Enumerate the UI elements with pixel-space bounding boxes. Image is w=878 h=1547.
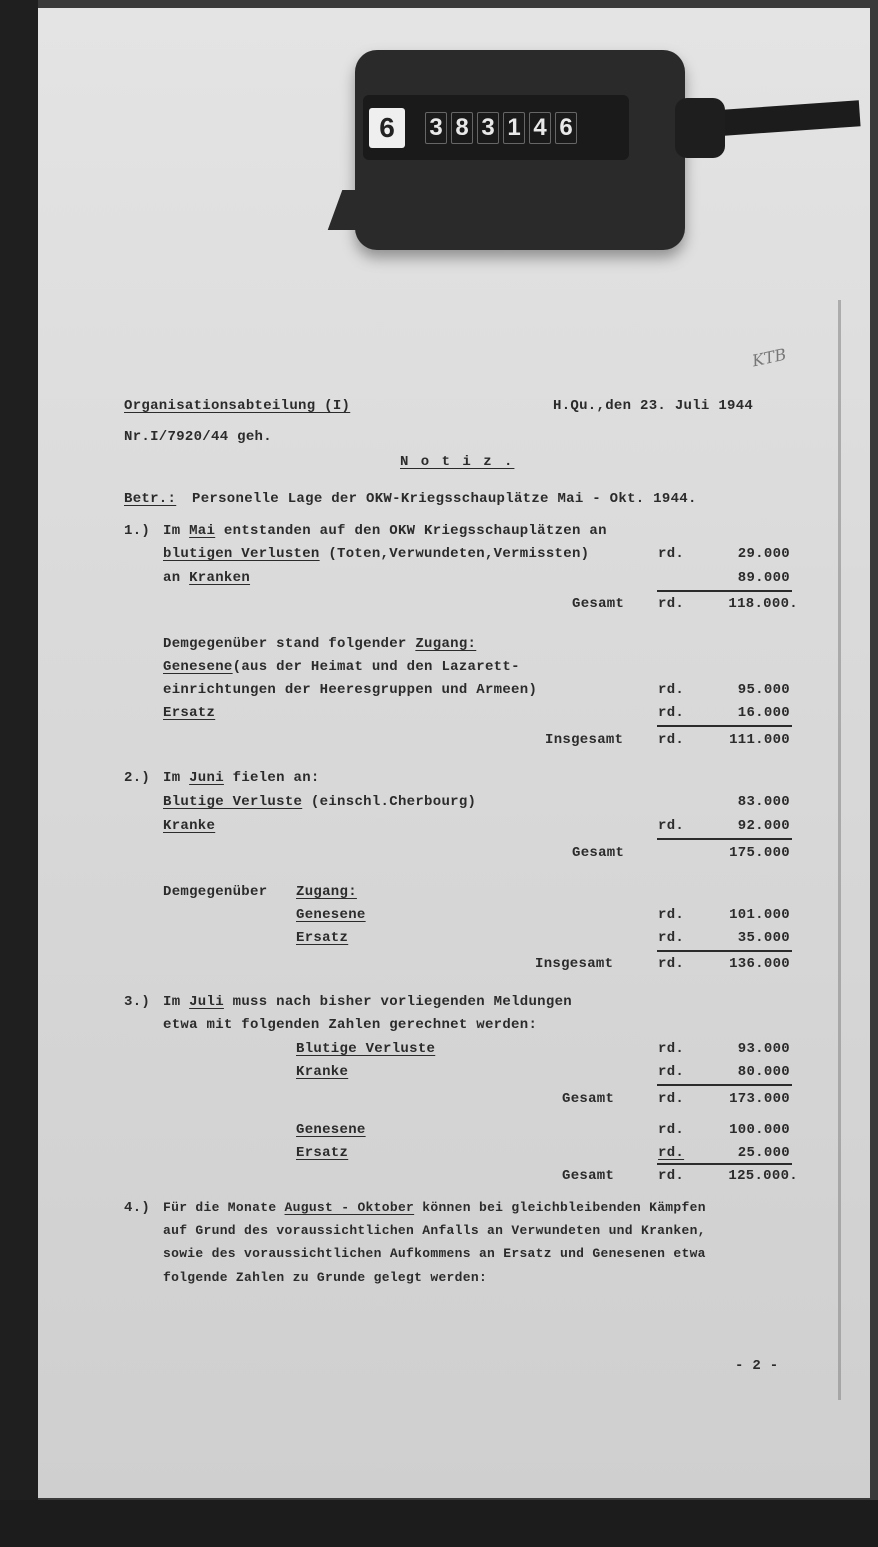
section3-number: 3.) [124, 994, 151, 1010]
counter-digit: 4 [529, 112, 551, 144]
section3-sick-value: 80.000 [737, 1064, 790, 1080]
section2-offset-label: Demgegenüber [163, 884, 268, 900]
section1-line1: Im Mai entstanden auf den OKW Kriegsschauplätzen an [163, 523, 607, 539]
section3-total2-rd: rd. [658, 1168, 685, 1184]
section1-sick-line: an Kranken [163, 570, 251, 586]
sum-rule [657, 1163, 792, 1165]
section2-replacement-value: 35.000 [737, 930, 790, 946]
sum-rule [657, 1084, 792, 1086]
section2-replacement-rd: rd. [658, 930, 685, 946]
section2-line1: Im Juni fielen an: [163, 770, 320, 786]
section1-replacement-value: 16.000 [737, 705, 790, 721]
sum-rule [657, 950, 792, 952]
section2-total-label: Gesamt [572, 845, 625, 861]
section3-losses-label: Blutige Verluste [296, 1041, 436, 1057]
counter-digit: 1 [503, 112, 525, 144]
section4-line2: auf Grund des voraussichtlichen Anfalls an Verwundeten und Kranken, [163, 1223, 706, 1238]
section1-total-value: 118.000. [728, 596, 798, 612]
page-continuation: - 2 - [735, 1358, 779, 1374]
page-title: N o t i z . [400, 454, 515, 470]
section2-grand-value: 136.000 [729, 956, 790, 972]
section3-replacement-rd: rd. [658, 1145, 685, 1161]
section1-replacement-label: Ersatz [163, 705, 216, 721]
subject-text: Personelle Lage der OKW-Kriegsschauplätze Mai - Okt. 1944. [192, 491, 697, 507]
counter-prefix: 6 [369, 108, 405, 148]
section1-offset-line: Demgegenüber stand folgender Zugang: [163, 636, 477, 652]
counter-digit: 3 [425, 112, 447, 144]
section2-sick-label: Kranke [163, 818, 216, 834]
section3-total-rd: rd. [658, 1091, 685, 1107]
section1-recovered-note2: einrichtungen der Heeresgruppen und Armeen) [163, 682, 538, 698]
section2-recovered-label: Genesene [296, 907, 366, 923]
section3-sick-rd: rd. [658, 1064, 685, 1080]
section1-grand-rd: rd. [658, 732, 685, 748]
counter-digit: 3 [477, 112, 499, 144]
section2-replacement-label: Ersatz [296, 930, 349, 946]
section1-sick-value: 89.000 [737, 570, 790, 586]
section1-losses-line: blutigen Verlusten (Toten,Verwundeten,Vermissten) [163, 546, 590, 562]
section3-total2-value: 125.000. [728, 1168, 798, 1184]
section2-grand-rd: rd. [658, 956, 685, 972]
counter-digit: 8 [451, 112, 473, 144]
section1-grand-value: 111.000 [729, 732, 790, 748]
section4-line3: sowie des voraussichtlichen Aufkommens an Ersatz und Genesenen etwa [163, 1246, 706, 1261]
section2-sick-value: 92.000 [737, 818, 790, 834]
section3-replacement-label: Ersatz [296, 1145, 349, 1161]
section4-number: 4.) [124, 1200, 151, 1216]
section1-replacement-rd: rd. [658, 705, 685, 721]
section3-recovered-value: 100.000 [729, 1122, 790, 1138]
subject-label: Betr.: [124, 491, 177, 507]
sum-rule [657, 838, 792, 840]
department-label: Organisationsabteilung (I) [124, 398, 351, 414]
section1-total-rd: rd. [658, 596, 685, 612]
section2-number: 2.) [124, 770, 151, 786]
section2-recovered-rd: rd. [658, 907, 685, 923]
section2-sick-rd: rd. [658, 818, 685, 834]
section4-line1: Für die Monate August - Oktober können bei gleichbleibenden Kämpfen [163, 1200, 706, 1215]
section2-total-value: 175.000 [729, 845, 790, 861]
section3-losses-value: 93.000 [737, 1041, 790, 1057]
ktb-stamp: KTB [750, 344, 788, 371]
sum-rule [657, 590, 792, 592]
section1-recovered-line: Genesene(aus der Heimat und den Lazarett- [163, 659, 520, 675]
section4-line4: folgende Zahlen zu Grunde gelegt werden: [163, 1270, 488, 1285]
section1-grand-label: Insgesamt [545, 732, 624, 748]
section3-line1: Im Juli muss nach bisher vorliegenden Meldungen [163, 994, 572, 1010]
section1-recovered-value: 95.000 [737, 682, 790, 698]
section3-sick-label: Kranke [296, 1064, 349, 1080]
reference-number: Nr.I/7920/44 geh. [124, 429, 272, 445]
sum-rule [657, 725, 792, 727]
section3-recovered-label: Genesene [296, 1122, 366, 1138]
section1-recovered-rd: rd. [658, 682, 685, 698]
section3-total-label: Gesamt [562, 1091, 615, 1107]
place-date: H.Qu.,den 23. Juli 1944 [553, 398, 754, 414]
counter-digit: 6 [555, 112, 577, 144]
section1-total-label: Gesamt [572, 596, 625, 612]
section3-recovered-rd: rd. [658, 1122, 685, 1138]
section1-losses-rd: rd. [658, 546, 685, 562]
section2-losses-value: 83.000 [737, 794, 790, 810]
section3-losses-rd: rd. [658, 1041, 685, 1057]
section2-recovered-value: 101.000 [729, 907, 790, 923]
section3-line2: etwa mit folgenden Zahlen gerechnet werden: [163, 1017, 538, 1033]
section2-grand-label: Insgesamt [535, 956, 614, 972]
section3-total2-label: Gesamt [562, 1168, 615, 1184]
section3-total-value: 173.000 [729, 1091, 790, 1107]
section3-replacement-value: 25.000 [737, 1145, 790, 1161]
section2-losses-line: Blutige Verluste (einschl.Cherbourg) [163, 794, 477, 810]
section1-number: 1.) [124, 523, 151, 539]
section2-inflow-label: Zugang: [296, 884, 357, 900]
section1-losses-value: 29.000 [737, 546, 790, 562]
